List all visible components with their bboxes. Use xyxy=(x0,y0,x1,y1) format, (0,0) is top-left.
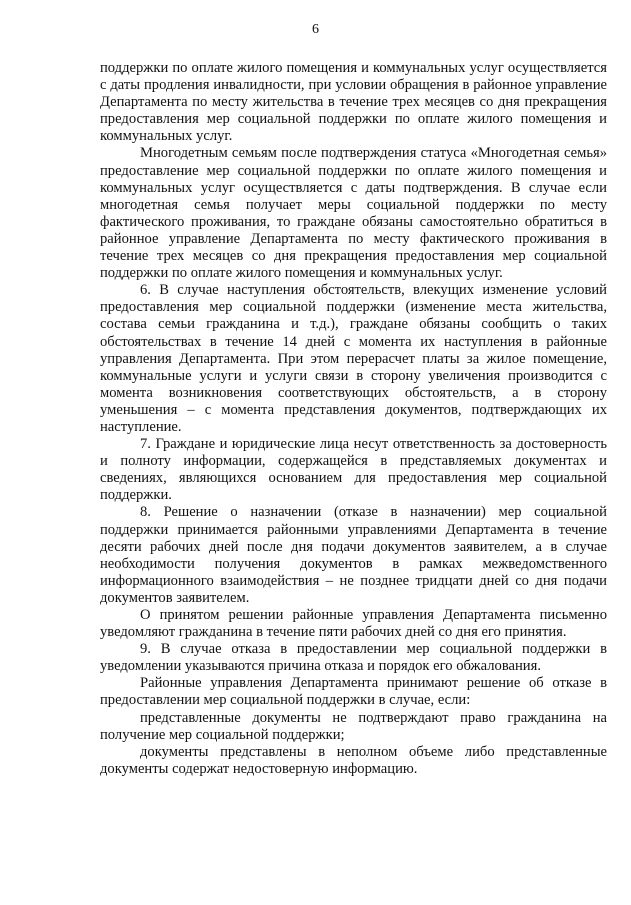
paragraph-decision-notice: О принятом решении районные управления Департамента письменно уведомляют гражданина в течение пяти рабочих дней со дня его принятия. xyxy=(100,607,607,641)
page-number: 6 xyxy=(312,22,319,37)
paragraph-item-7: 7. Граждане и юридические лица несут ответственность за достоверность и полноту информации, содержащейся в представляемых документах и сведениях, являющихся основанием для предоставления мер социальной поддержки. xyxy=(100,436,607,504)
paragraph-item-8: 8. Решение о назначении (отказе в назначении) мер социальной поддержки принимается районными управлениями Департамента в течение десяти рабочих дней после дня подачи документов заявителем, а в случае необходимости получения документов в рамках межведомственного информационного взаимодействия – не позднее тридцати дней со дня подачи документов заявителем. xyxy=(100,504,607,606)
paragraph-large-families: Многодетным семьям после подтверждения статуса «Многодетная семья» предоставление мер социальной поддержки по оплате жилого помещения и коммунальных услуг осуществляется с даты подтверждения. В случае если многодетная семья получает меры социальной поддержки по месту фактического проживания, то граждане обязаны самостоятельно обратиться в районное управление Департамента по месту фактического проживания в течение трех месяцев со дня прекращения предоставления мер социальной поддержки по оплате жилого помещения и коммунальных услуг. xyxy=(100,145,607,282)
paragraph-item-6: 6. В случае наступления обстоятельств, влекущих изменение условий предоставления мер социальной поддержки (изменение места жительства, состава семьи гражданина и т.д.), граждане обязаны сообщить о таких обстоятельствах в течение 14 дней с момента их наступления в районные управления Департамента. При этом перерасчет платы за жилое помещение, коммунальные услуги и услуги связи в сторону увеличения производится с момента возникновения соответствующих обстоятельств, а в сторону уменьшения – с момента представления документов, подтверждающих их наступление. xyxy=(100,282,607,435)
paragraph-item-9: 9. В случае отказа в предоставлении мер социальной поддержки в уведомлении указываются причина отказа и порядок его обжалования. xyxy=(100,641,607,675)
paragraph-refusal-conditions: Районные управления Департамента принимают решение об отказе в предоставлении мер социальной поддержки в случае, если: xyxy=(100,675,607,709)
document-body xyxy=(100,60,607,778)
paragraph-refusal-reason-2: документы представлены в неполном объеме либо представленные документы содержат недостоверную информацию. xyxy=(100,743,607,777)
paragraph-refusal-reason-1: представленные документы не подтверждают право гражданина на получение мер социальной поддержки; xyxy=(100,709,607,743)
paragraph-continuation: поддержки по оплате жилого помещения и коммунальных услуг осуществляется с даты продления инвалидности, при условии обращения в районное управление Департамента по месту жительства в течение трех месяцев со дня прекращения предоставления мер социальной поддержки по оплате жилого помещения и коммунальных услуг. xyxy=(100,60,607,145)
